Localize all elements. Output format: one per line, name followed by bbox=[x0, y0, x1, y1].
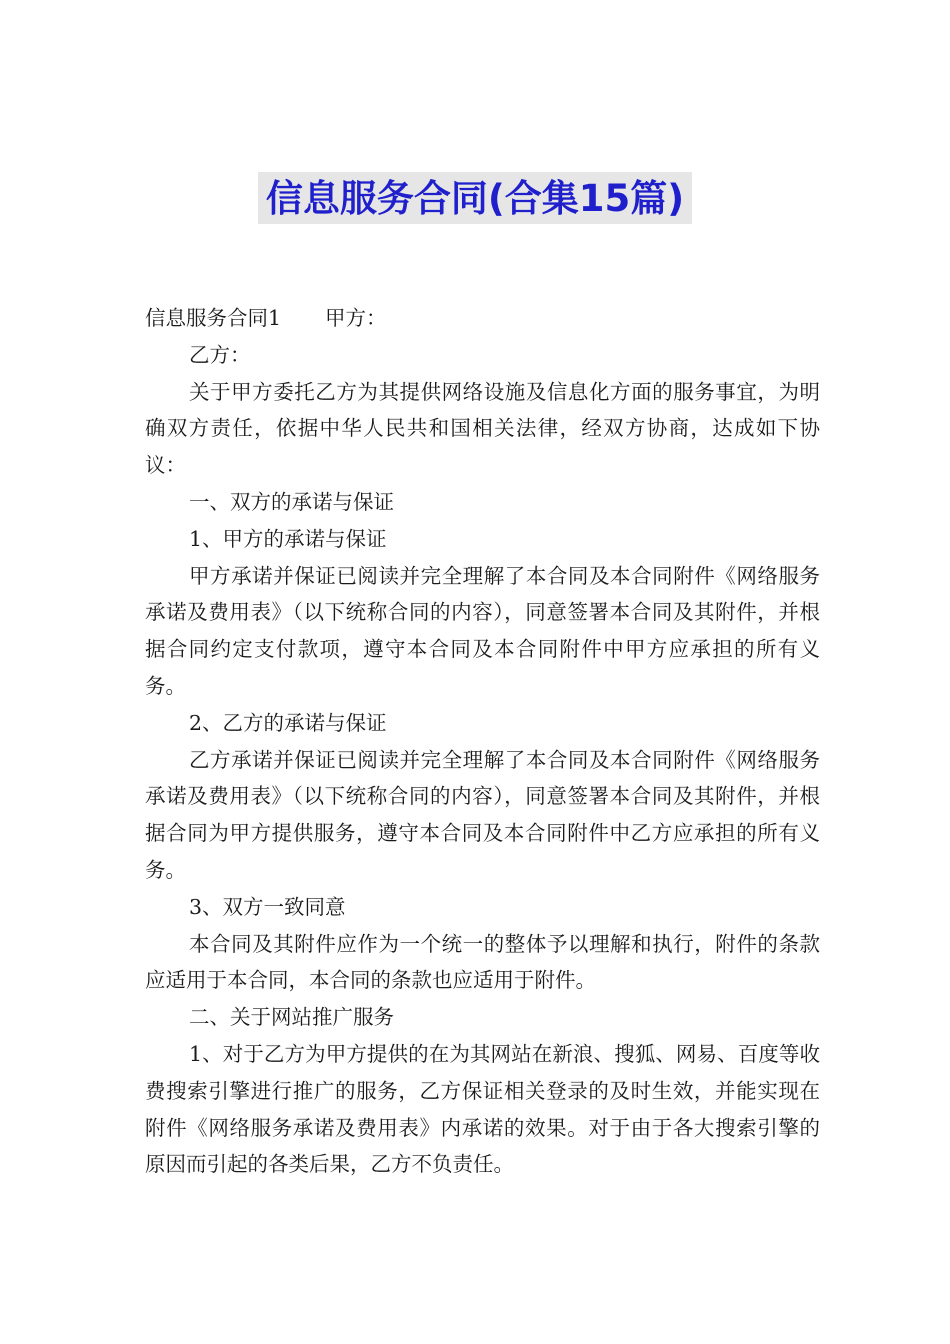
title-container bbox=[0, 172, 950, 224]
subsection-heading-1-1: 1、甲方的承诺与保证 bbox=[189, 526, 387, 551]
subsection-heading-1-2: 2、乙方的承诺与保证 bbox=[189, 710, 387, 735]
paragraph-mutual-agreement: 本合同及其附件应作为一个统一的整体予以理解和执行，附件的条款应适用于本合同，本合同的条款也应适用于附件。 bbox=[145, 931, 820, 993]
document-body bbox=[145, 300, 820, 1183]
subsection-heading-1-3: 3、双方一致同意 bbox=[189, 894, 346, 919]
paragraph-party-a-commitment: 甲方承诺并保证已阅读并完全理解了本合同及本合同附件《网络服务承诺及费用表》（以下统称合同的内容），同意签署本合同及其附件，并根据合同约定支付款项，遵守本合同及本合同附件中甲方应承担的所有义务。 bbox=[145, 563, 820, 698]
section-heading-2: 二、关于网站推广服务 bbox=[189, 1005, 394, 1030]
party-a-label: 甲方： bbox=[325, 306, 387, 330]
heading-line bbox=[145, 300, 820, 337]
paragraph-party-b-commitment: 乙方承诺并保证已阅读并完全理解了本合同及本合同附件《网络服务承诺及费用表》（以下统称合同的内容），同意签署本合同及其附件，并根据合同为甲方提供服务，遵守本合同及本合同附件中乙方应承担的所有义务。 bbox=[145, 747, 820, 882]
paragraph-intro: 关于甲方委托乙方为其提供网络设施及信息化方面的服务事宜，为明确双方责任，依据中华人民共和国相关法律，经双方协商，达成如下协议： bbox=[145, 379, 820, 478]
contract-heading-label: 信息服务合同1 bbox=[145, 306, 282, 330]
party-b-label: 乙方： bbox=[189, 342, 251, 367]
document-title: 信息服务合同(合集15篇) bbox=[258, 172, 692, 224]
section-heading-1: 一、双方的承诺与保证 bbox=[189, 489, 394, 514]
paragraph-website-promotion: 1、对于乙方为甲方提供的在为其网站在新浪、搜狐、网易、百度等收费搜索引擎进行推广的服务，乙方保证相关登录的及时生效，并能实现在附件《网络服务承诺及费用表》内承诺的效果。对于由于各大搜索引擎的原因而引起的各类后果，乙方不负责任。 bbox=[145, 1041, 820, 1177]
